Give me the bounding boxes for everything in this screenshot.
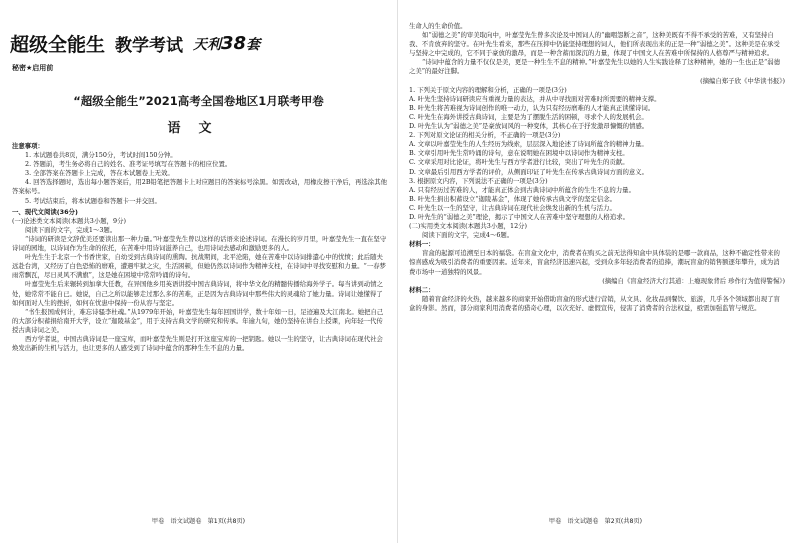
notice-item: 2. 答题前，考生务必将自己的姓名、准考证号填写在答题卡的相应位置。 [25,160,232,169]
question: 1. 下列关于原文内容的理解和分析，正确的一项是(3分) [409,85,567,94]
notice-item: 1. 本试题卷共8页，满分150分，考试时间150分钟。 [25,151,177,160]
notice-item: 5. 考试结束后，将本试题卷和答题卡一并交回。 [25,196,161,205]
notice-block [12,142,388,353]
passage-paragraph: 叶先生生于北京一个书香世家，自幼受到古典诗词的熏陶。抗战期间，北平沦陷，她在苦难中以诗词排遣心中的忧愤；此后随夫远赴台湾，又经历了白色恐怖的磨难，遭遇牢狱之灾，生活困顿，但她仍然以诗词作为精神支柱，在诗词中寻找安慰和力量。“一春梦雨常飘瓦，尽日灵风不满旗”，这是她在困境中常常吟诵的诗句。 [12,253,386,280]
option: D. 叶先生认为“弱德之美”是豪放词风的一种变体，其核心在于抒发激昂慷慨的情感。 [409,122,649,131]
passage-paragraph: 西方学者说，中国古典诗词是一座宝库，而叶嘉莹先生则是打开这座宝库的一把钥匙。她以一生的坚守，让古典诗词在现代社会焕发出新的生机与活力，也让更多的人感受到了诗词中蕴含的那种生生不息的力量。 [12,334,383,353]
brand-title: 超级全能生 [10,34,106,56]
section-heading: 一、现代文阅读(36分) [12,207,78,216]
header-banner [10,30,260,57]
material-heading: 材料一： [409,240,435,249]
option: C. 文章采用对比论证，将叶先生与西方学者进行比较，突出了叶先生的贡献。 [409,158,629,167]
material-paragraph: 盲盒的起源可追溯至日本的福袋。在盲盒文化中，消费者在购买之前无法得知盒中具体装的是哪一款商品，这种不确定性带来的惊喜感成为吸引消费者的重要因素。近年来，盲盒经济迅速兴起，受到众多年轻消费者的追捧，潮玩盲盒的销售额逐年攀升，成为消费市场中一道独特的风景。 [409,249,780,276]
logo: 天利38套 [193,33,261,54]
question: 2. 下列对原文论证的相关分析，不正确的一项是(3分) [409,131,561,140]
right-page [397,0,794,543]
option: A. 文章以叶嘉莹先生的人生经历为线索，层层深入地论述了诗词所蕴含的精神力量。 [409,140,648,149]
passage-paragraph: 如“弱德之美”的审美取向中，叶嘉莹先生曾多次论及中国词人的“幽咽怨断之音”，这种美既有不得不承受的苦难，又有坚持自我、不肯放弃的坚守。在叶先生看来，那些在压抑中仍能坚持理想的词人，他们所表现出来的正是一种“弱德之美”。这种美是在承受与坚持之中完成的，它不同于豪放的激昂，而是一种含蓄而深沉的力量，体现了中国文人在苦难中所保持的人格尊严与精神追求。 [409,31,780,58]
material-source: (摘编自《盲盒经济大行其道：上瘾现象背后 珍作行为值得警惕》) [602,276,785,285]
option: B. 文章引用叶先生常吟诵的诗句，意在说明她在困境中以诗词作为精神支柱。 [409,149,629,158]
passage-paragraph: 叶嘉莹先生后来辗转到加拿大任教，在异国他乡用英语讲授中国古典诗词，将中华文化的精髓传播给海外学子。每当讲到动情之处，她常常不能自已。她说，自己之所以能够走过那么多的苦难，正是因为古典诗词中那些伟大的灵魂给了她力量。诗词让她懂得了如何面对人生的挫折，如何在忧患中保持一份从容与坚定。 [12,280,383,307]
notice-item: 3. 全部答案在答题卡上完成，答在本试题卷上无效。 [25,169,174,178]
reading-instruction: 阅读下面的文字，完成4～6题。 [422,231,514,240]
notice-heading: 注意事项： [12,142,44,150]
notice-item: 4. 回答选择题时，选出每小题答案后，用2B铅笔把答题卡上对应题目的答案标号涂黑。如需改动，用橡皮擦干净后，再选涂其他答案标号。 [12,178,387,196]
option: B. 叶先生将苦难视为诗词创作的唯一动力，认为只有经历磨难的人才能真正读懂诗词。 [409,103,655,112]
reading-instruction: 阅读下面的文字，完成1～3题。 [25,225,117,234]
page-footer: 甲卷 语文试题卷 第2页(共8页) [548,518,643,525]
option: C. 叶先生以一生的坚守，让古典诗词在现代社会焕发出新的生机与活力。 [409,203,616,212]
material-paragraph: 随着盲盒经济的火热，越来越多的商家开始借助盲盒的形式进行营销，从文具、化妆品到餐饮、旅游，几乎各个领域都出现了盲盒的身影。然而，部分商家利用消费者的猎奇心理，以次充好、虚假宣传，侵害了消费者的合法权益，亟需加强监管与规范。 [409,294,780,312]
page-footer: 甲卷 语文试题卷 第1页(共8页) [151,518,246,525]
subject-title: 语文 [167,121,230,136]
passage-source: (摘编自郑子欣《中华读书报》) [700,76,785,85]
option: D. 叶先生的“弱德之美”理论，揭示了中国文人在苦难中坚守理想的人格追求。 [409,212,629,221]
right-body [409,22,785,313]
material-heading: 材料二： [409,285,435,294]
option: C. 叶先生在海外讲授古典诗词，主要是为了摆脱生活的困顿，寻求个人的发展机会。 [409,112,648,121]
option: B. 叶先生捐出积蓄设立“迦陵基金”，体现了她传承古典文学的坚定信念。 [409,194,617,203]
option: D. 文章最后引用西方学者的评价，从侧面印证了叶先生在传承古典诗词方面的意义。 [409,167,649,176]
secret-mark: 秘密★启用前 [12,64,54,72]
option: A. 叶先生坚持诗词研读应当重视力量的表达，并从中寻找面对苦难时所需要的精神支撑。 [409,94,661,103]
option: A. 只有经历过苦难的人，才能真正体会到古典诗词中所蕴含的生生不息的力量。 [409,185,635,194]
question: 3. 根据原文内容，下列说法不正确的一项是(3分) [409,176,548,185]
passage-paragraph: “书生报国成何计，难忘诗骚李杜魂。”从1979年开始，叶嘉莹先生每年回国讲学，数十年如一日，足迹遍及大江南北。她把自己的大部分积蓄捐给南开大学，设立“迦陵基金”，用于支持古典文学的研究和传承。年逾九旬，她仍坚持在讲台上授课，向年轻一代传授古典诗词之美。 [12,307,384,334]
passage-paragraph: “诗词中蕴含的力量不仅仅是美，更是一种生生不息的精神。”叶嘉莹先生以她的人生实践诠释了这种精神，她的一生也正是“弱德之美”的最好注脚。 [409,58,781,76]
passage-paragraph: 生命人的生命价值。 [409,22,467,30]
subsection-heading: (一)论述类文本阅读(本题共3小题，9分) [12,216,126,225]
passage-paragraph: “诗词的研读是文辞优美还要读出那一种力量。”叶嘉莹先生曾以这样的话语来论述诗词。在漫长的岁月里，叶嘉莹先生一直在坚守诗词的园地，以诗词作为生命的依托，在苦难中用诗词滋养自己，也用诗词去感动和激励更多的人。 [12,234,387,253]
brand-tag: 教学考试 [115,36,184,56]
exam-title: “超级全能生”2021高考全国卷地区1月联考甲卷 [73,94,324,108]
subsection-heading: (二)实用类文本阅读(本题共3小题，12分) [409,222,528,231]
